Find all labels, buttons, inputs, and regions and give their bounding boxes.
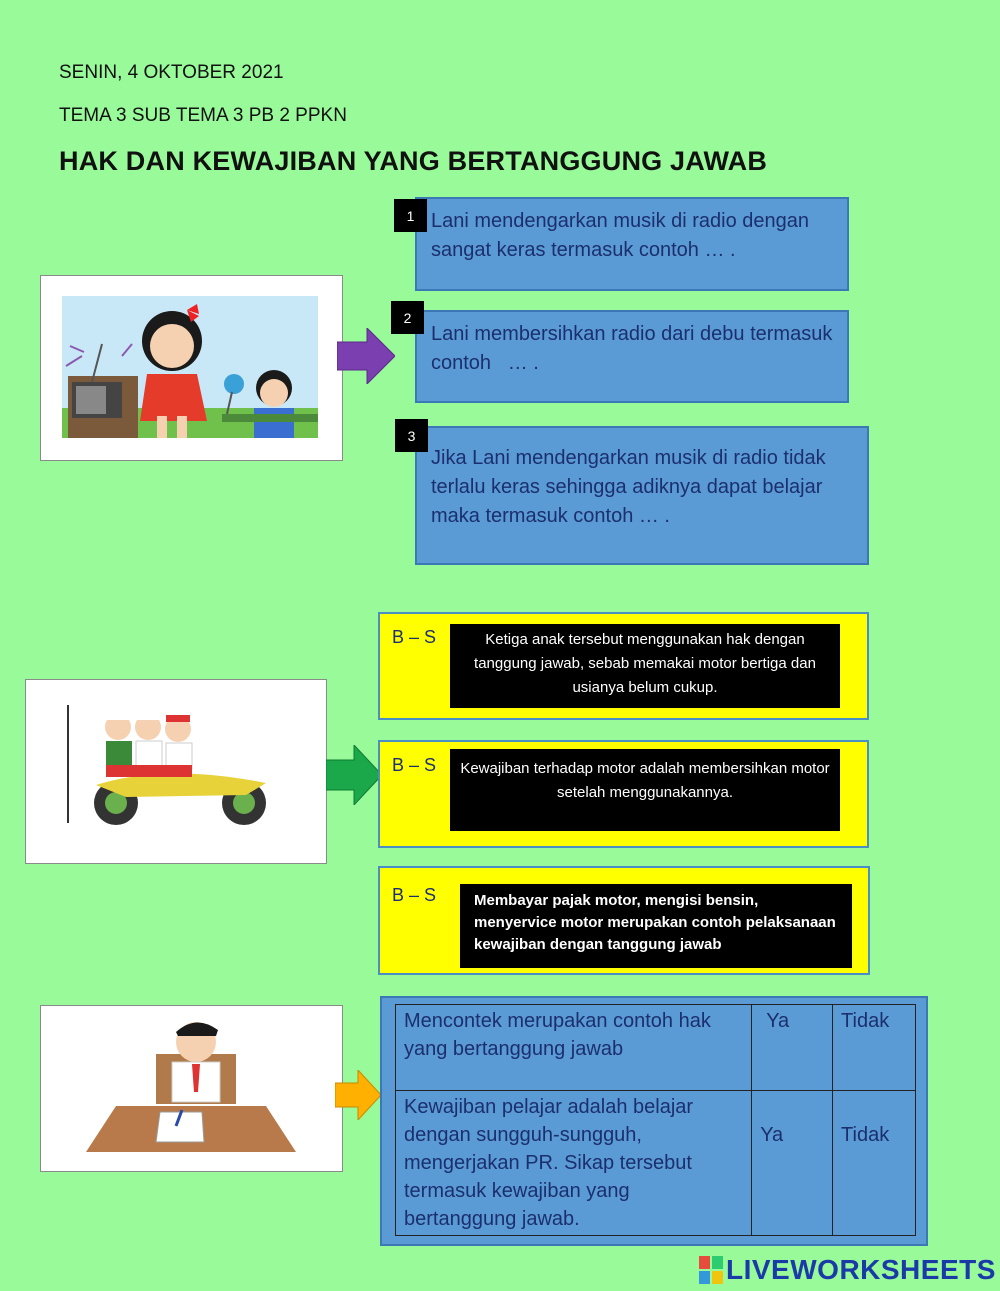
statement-1: Ketiga anak tersebut menggunakan hak dengan tanggung jawab, sebab memakai motor bertiga dan usianya belum cukup. (450, 624, 840, 708)
question-number-3: 3 (395, 419, 428, 452)
logo-text: LIVEWORKSHEETS (726, 1254, 996, 1285)
bs-option-2[interactable]: B – S (392, 755, 437, 775)
page-title: HAK DAN KEWAJIBAN YANG BERTANGGUNG JAWAB (59, 146, 768, 176)
table-statement-1: Mencontek merupakan contoh hak yang bertanggung jawab (396, 1005, 752, 1091)
motorbike-illustration-frame (25, 679, 327, 864)
bs-option-1[interactable]: B – S (392, 627, 437, 647)
bs-option-3[interactable]: B – S (392, 885, 437, 905)
student-writing-illustration (86, 1014, 296, 1154)
no-option-2[interactable]: Tidak (833, 1091, 916, 1236)
question-text-2: Lani membersihkan radio dari debu termasuk contoh … . (431, 323, 838, 374)
arrow-right-icon (326, 745, 382, 805)
question-text-1: Lani mendengarkan musik di radio dengan sangat keras termasuk contoh … . (431, 210, 810, 261)
true-false-item-2 (378, 740, 869, 848)
question-box-1 (415, 197, 849, 291)
statement-3: Membayar pajak motor, mengisi bensin, menyervice motor merupakan contoh pelaksanaan kewajiban dengan tanggung jawab (460, 884, 852, 968)
question-box-3 (415, 426, 869, 565)
liveworksheets-logo-icon (699, 1256, 723, 1284)
kids-motorbike-illustration (66, 705, 286, 835)
arrow-right-icon (337, 328, 395, 384)
liveworksheets-logo (699, 1254, 996, 1286)
no-option-1[interactable]: Tidak (833, 1005, 916, 1091)
true-false-item-3 (378, 866, 870, 975)
date-text: SENIN, 4 OKTOBER 2021 (59, 62, 284, 83)
table-statement-2: Kewajiban pelajar adalah belajar dengan sungguh-sungguh, mengerjakan PR. Sikap tersebut termasuk kewajiban yang bertanggung jawab. (396, 1091, 752, 1236)
yes-no-table (395, 1004, 916, 1236)
student-illustration-frame (40, 1005, 343, 1172)
yes-no-table-panel (380, 996, 928, 1246)
yes-option-2[interactable]: Ya (752, 1091, 833, 1236)
girl-radio-illustration (62, 296, 318, 438)
yes-option-1[interactable]: Ya (752, 1005, 833, 1091)
question-number-1: 1 (394, 199, 427, 232)
theme-text: TEMA 3 SUB TEMA 3 PB 2 PPKN (59, 105, 347, 126)
question-text-3: Jika Lani mendengarkan musik di radio tidak terlalu keras sehingga adiknya dapat belajar maka termasuk contoh … . (431, 447, 826, 527)
true-false-item-1 (378, 612, 869, 720)
radio-illustration-frame (40, 275, 343, 461)
table-row (396, 1005, 916, 1091)
question-box-2 (415, 310, 849, 403)
question-number-2: 2 (391, 301, 424, 334)
arrow-right-icon (335, 1070, 381, 1120)
statement-2: Kewajiban terhadap motor adalah membersihkan motor setelah menggunakannya. (450, 749, 840, 831)
table-row (396, 1091, 916, 1236)
